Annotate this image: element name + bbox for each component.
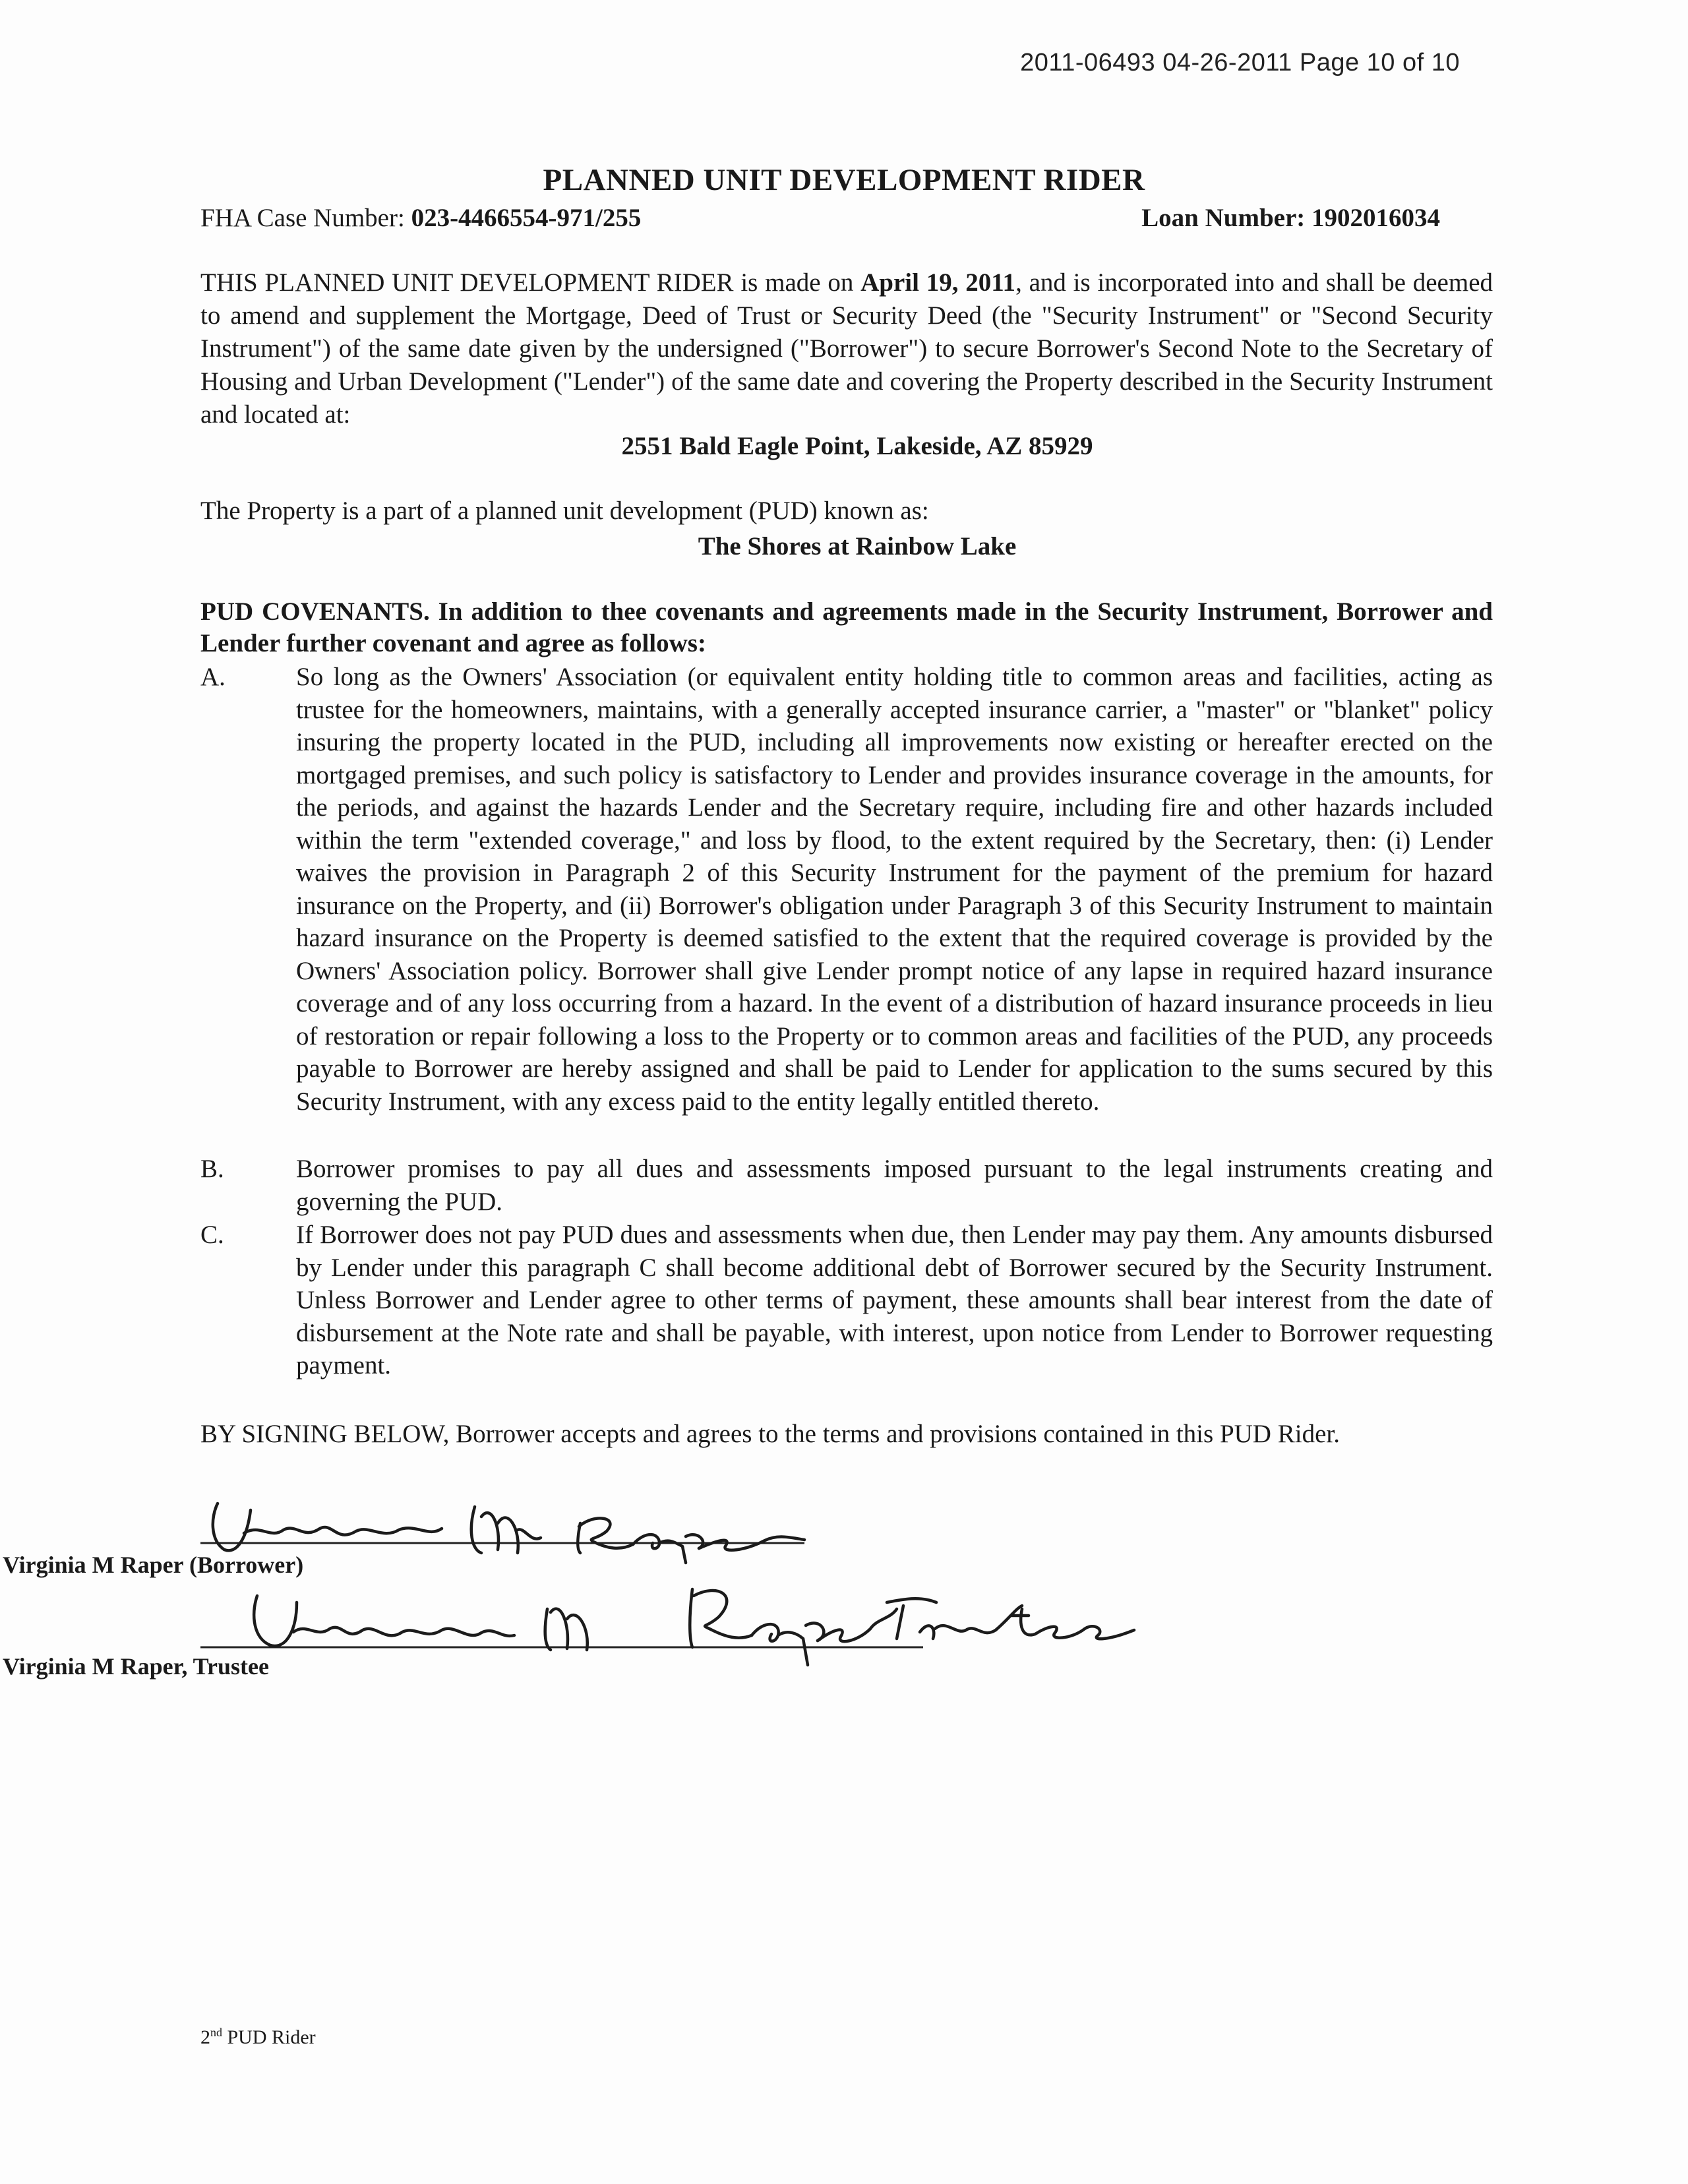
intro-text-end: , and is incorporated into and shall be deemed to amend and supplement the Mortgage, Deed of Trust or Security Deed (the "Security Instrument" or "Second Security Instrument") of the same date given by the undersigned ("Borrower") to secure Borrower's Second Note to the Secretary of Housing and Urban Development ("Lender") of the same date and covering the Property described in the Security Instrument and located at: <box>200 268 1493 429</box>
covenant-letter: C. <box>200 1221 224 1249</box>
footer-superscript: nd <box>210 2026 222 2039</box>
rider-date: April 19, 2011 <box>860 268 1016 297</box>
covenants-heading: PUD COVENANTS. In addition to thee covenants and agreements made in the Security Instrument, Borrower and Lender further covenant and agree as follows: <box>200 597 1493 657</box>
pud-name: The Shores at Rainbow Lake <box>698 532 1017 561</box>
footer-suffix: PUD Rider <box>222 2026 316 2048</box>
signature-block <box>198 1477 1319 1701</box>
intro-text-start: THIS PLANNED UNIT DEVELOPMENT RIDER is made on <box>200 268 861 297</box>
fha-case-label: FHA Case Number: <box>200 204 411 232</box>
covenant-a <box>200 661 1493 1118</box>
covenant-text: So long as the Owners' Association (or equivalent entity holding title to common areas and facilities, acting as trustee for the homeowners, maintains, with a generally accepted insurance carrier, a "master" or "blanket" policy insuring the property located in the PUD, including all improvements now existing or hereafter erected on the mortgaged premises, and such policy is satisfactory to Lender and provides insurance coverage in the amounts, for the periods, and against the hazards Lender and the Secretary require, including fire and other hazards included within the term "extended coverage," and loss by flood, to the extent required by the Secretary, then: (i) Lender waives the provision in Paragraph 2 of this Security Instrument for the payment of the premium for hazard insurance on the Property, and (ii) Borrower's obligation under Paragraph 3 of this Security Instrument to maintain hazard insurance on the Property is deemed satisfied to the extent that the required coverage is provided by the Owners' Association policy. Borrower shall give Lender prompt notice of any lapse in required hazard insurance coverage and of any loss occurring from a hazard. In the event of a distribution of hazard insurance proceeds in lieu of restoration or repair following a loss to the Property or to common areas and facilities of the PUD, any proceeds payable to Borrower are hereby assigned and shall be paid to Lender for application to the sums secured by this Security Instrument, with any excess paid to the entity legally entitled thereto. <box>296 663 1493 1116</box>
loan-number <box>1141 203 1440 233</box>
covenant-letter: A. <box>200 663 226 691</box>
recording-stamp: 2011-06493 04-26-2011 Page 10 of 10 <box>1020 49 1460 76</box>
covenant-text: Borrower promises to pay all dues and assessments imposed pursuant to the legal instruments creating and governing the PUD. <box>296 1155 1493 1216</box>
handwritten-signature-2 <box>254 1589 1134 1665</box>
covenant-letter: B. <box>200 1155 224 1183</box>
loan-number-value: 1902016034 <box>1311 204 1440 232</box>
form-footer <box>200 2026 316 2049</box>
fha-case-value: 023-4466554-971/255 <box>411 204 642 232</box>
pud-intro-text: The Property is a part of a planned unit development (PUD) known as: <box>200 497 929 525</box>
intro-paragraph <box>200 266 1493 431</box>
covenant-text: If Borrower does not pay PUD dues and assessments when due, then Lender may pay them. Any amounts disbursed by Lender under this paragraph C shall become additional debt of Borrower secured by the Security Instrument. Unless Borrower and Lender agree to other terms of payment, these amounts shall bear interest from the date of disbursement at the Note rate and shall be payable, with interest, upon notice from Lender to Borrower requesting payment. <box>296 1221 1493 1380</box>
signer-name-borrower: Virginia M Raper (Borrower) <box>3 1552 304 1578</box>
property-address: 2551 Bald Eagle Point, Lakeside, AZ 85929 <box>621 432 1093 460</box>
signer-name-trustee: Virginia M Raper, Trustee <box>3 1653 269 1680</box>
signing-statement: BY SIGNING BELOW, Borrower accepts and agrees to the terms and provisions contained in this PUD Rider. <box>200 1420 1340 1448</box>
handwritten-signatures <box>198 1477 1319 1701</box>
loan-number-label: Loan Number: <box>1141 204 1311 232</box>
fha-case-number <box>200 203 641 233</box>
case-number-line <box>200 203 1440 233</box>
covenant-c <box>200 1219 1493 1382</box>
covenant-b <box>200 1153 1493 1218</box>
document-title: PLANNED UNIT DEVELOPMENT RIDER <box>543 163 1145 197</box>
footer-prefix: 2 <box>200 2026 210 2048</box>
